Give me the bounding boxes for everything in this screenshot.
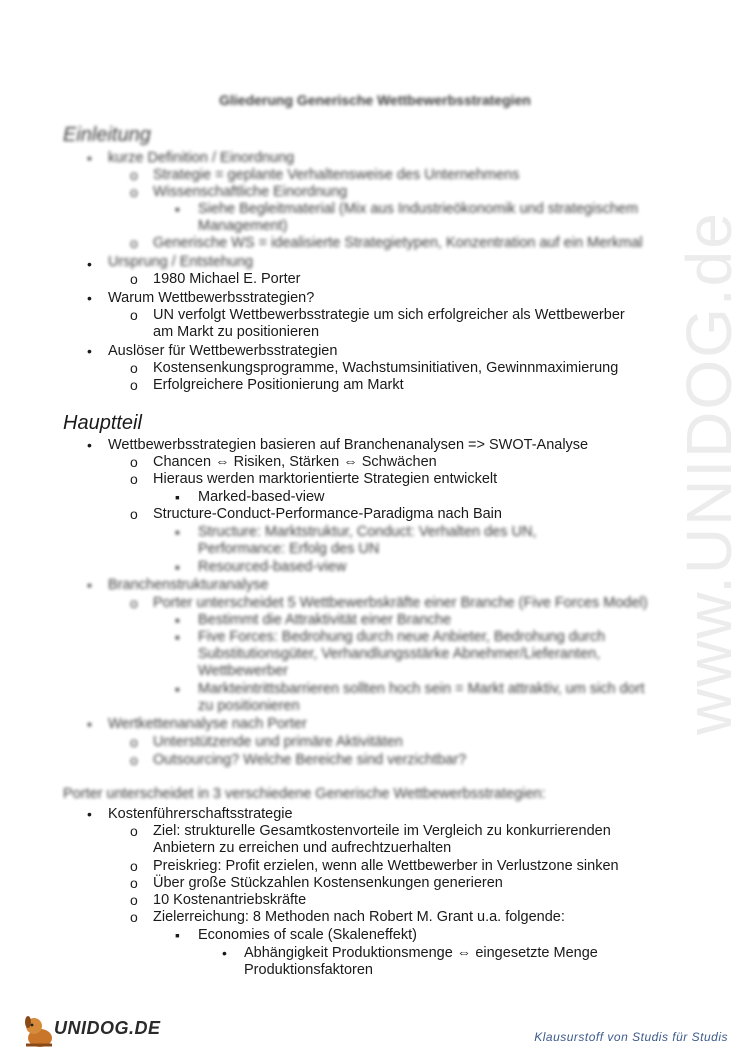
list-item: Kostensenkungsprogramme, Wachstumsinitiativen, Gewinnmaximierung <box>153 360 619 376</box>
bullet-l1: • <box>87 437 92 453</box>
bullet-l3: ▪ <box>175 201 180 217</box>
list-item: Hieraus werden marktorientierte Strategien entwickelt <box>153 471 498 487</box>
bullet-l2: o <box>130 875 138 891</box>
bullet-l2: o <box>130 595 138 611</box>
bullet-l3: ▪ <box>175 681 180 697</box>
bullet-l2: o <box>130 307 138 323</box>
list-item-continuation: Wettbewerber <box>198 663 288 679</box>
list-item: Outsourcing? Welche Bereiche sind verzichtbar? <box>153 752 467 768</box>
list-item: Abhängigkeit Produktionsmenge ⇔ eingesetzte Menge <box>244 945 598 961</box>
bullet-l2: o <box>130 471 138 487</box>
list-item-continuation: Anbietern zu erreichen und aufrechtzuerhalten <box>153 840 452 856</box>
bullet-l2: o <box>130 235 138 251</box>
bullet-l1: • <box>87 290 92 306</box>
list-item: Resourced-based-view <box>198 559 347 575</box>
list-item: Siehe Begleitmaterial (Mix aus Industrieökonomik und strategischem <box>198 201 639 217</box>
footer-slogan: Klausurstoff von Studis für Studis <box>534 1030 728 1044</box>
porter-intro: Porter unterscheidet in 3 verschiedene Generische Wettbewerbsstrategien: <box>63 786 546 802</box>
bullet-l2: o <box>130 454 138 470</box>
watermark: www.UNIDOG.de <box>673 211 745 735</box>
bullet-l2: o <box>130 734 138 750</box>
list-item: Preiskrieg: Profit erzielen, wenn alle Wettbewerber in Verlustzone sinken <box>153 858 619 874</box>
bullet-l2: o <box>130 271 138 287</box>
bullet-l3: ▪ <box>175 629 180 645</box>
list-item-continuation: zu positionieren <box>198 698 300 714</box>
bullet-l1: • <box>87 343 92 359</box>
bullet-l3: ▪ <box>175 489 180 505</box>
list-item: Chancen ⇔ Risiken, Stärken ⇔ Schwächen <box>153 454 437 470</box>
list-item: Structure: Marktstruktur, Conduct: Verhalten des UN, <box>198 524 537 540</box>
bullet-l3: ▪ <box>175 559 180 575</box>
list-item: Wissenschaftliche Einordnung <box>153 184 348 200</box>
bullet-l1: • <box>87 150 92 166</box>
list-item-continuation: am Markt zu positionieren <box>153 324 320 340</box>
bullet-l3: ▪ <box>175 612 180 628</box>
heading-einleitung: Einleitung <box>63 124 151 146</box>
page-title: Gliederung Generische Wettbewerbsstrategien <box>219 92 531 108</box>
bullet-l2: o <box>130 506 138 522</box>
logo-text: UNIDOG.DE <box>54 1018 161 1038</box>
list-item: Structure-Conduct-Performance-Paradigma nach Bain <box>153 506 502 522</box>
bullet-l3: ▪ <box>175 524 180 540</box>
bullet-l1: • <box>87 806 92 822</box>
bullet-l2: o <box>130 892 138 908</box>
bullet-l4: • <box>222 945 227 961</box>
bullet-l2: o <box>130 909 138 925</box>
bullet-l1: • <box>87 577 92 593</box>
bullet-l2: o <box>130 377 138 393</box>
bullet-l2: o <box>130 823 138 839</box>
list-item: Branchenstrukturanalyse <box>108 577 269 593</box>
list-item: Wettbewerbsstrategien basieren auf Branchenanalysen => SWOT-Analyse <box>108 437 589 453</box>
list-item-continuation: Produktionsfaktoren <box>244 962 373 978</box>
list-item: Economies of scale (Skaleneffekt) <box>198 927 417 943</box>
bullet-l2: o <box>130 858 138 874</box>
list-item: Porter unterscheidet 5 Wettbewerbskräfte einer Branche (Five Forces Model) <box>153 595 648 611</box>
list-item: kurze Definition / Einordnung <box>108 150 295 166</box>
list-item: Warum Wettbewerbsstrategien? <box>108 290 315 306</box>
list-item: Unterstützende und primäre Aktivitäten <box>153 734 403 750</box>
list-item: Generische WS = idealisierte Strategietypen, Konzentration auf ein Merkmal <box>153 235 643 251</box>
list-item: UN verfolgt Wettbewerbsstrategie um sich erfolgreicher als Wettbewerber <box>153 307 625 323</box>
list-item-continuation: Performance: Erfolg des UN <box>198 541 380 557</box>
list-item: Strategie = geplante Verhaltensweise des Unternehmens <box>153 167 520 183</box>
bullet-l1: • <box>87 716 92 732</box>
bullet-l2: o <box>130 752 138 768</box>
list-item: Erfolgreichere Positionierung am Markt <box>153 377 404 393</box>
bullet-l1: • <box>87 256 92 272</box>
list-item-continuation: Substitutionsgüter, Verhandlungsstärke Abnehmer/Lieferanten, <box>198 646 601 662</box>
list-item: Ziel: strukturelle Gesamtkostenvorteile im Vergleich zu konkurrierenden <box>153 823 611 839</box>
list-item: Kostenführerschaftsstrategie <box>108 806 293 822</box>
list-item: Wertkettenanalyse nach Porter <box>108 716 307 732</box>
list-item: Zielerreichung: 8 Methoden nach Robert M. Grant u.a. folgende: <box>153 909 565 925</box>
list-item: Bestimmt die Attraktivität einer Branche <box>198 612 452 628</box>
list-item: Markteintrittsbarrieren sollten hoch sein = Markt attraktiv, um sich dort <box>198 681 645 697</box>
bullet-l2: o <box>130 167 138 183</box>
list-item: Ursprung / Entstehung <box>108 254 254 270</box>
list-item: 1980 Michael E. Porter <box>153 271 301 287</box>
bullet-l2: o <box>130 184 138 200</box>
list-item: Auslöser für Wettbewerbsstrategien <box>108 343 338 359</box>
bullet-l2: o <box>130 360 138 376</box>
list-item: Über große Stückzahlen Kostensenkungen generieren <box>153 875 503 891</box>
heading-hauptteil: Hauptteil <box>63 412 142 434</box>
list-item: Five Forces: Bedrohung durch neue Anbieter, Bedrohung durch <box>198 629 606 645</box>
list-item: 10 Kostenantriebskräfte <box>153 892 307 908</box>
list-item: Marked-based-view <box>198 489 325 505</box>
bullet-l3: ▪ <box>175 927 180 943</box>
list-item-continuation: Management) <box>198 218 288 234</box>
